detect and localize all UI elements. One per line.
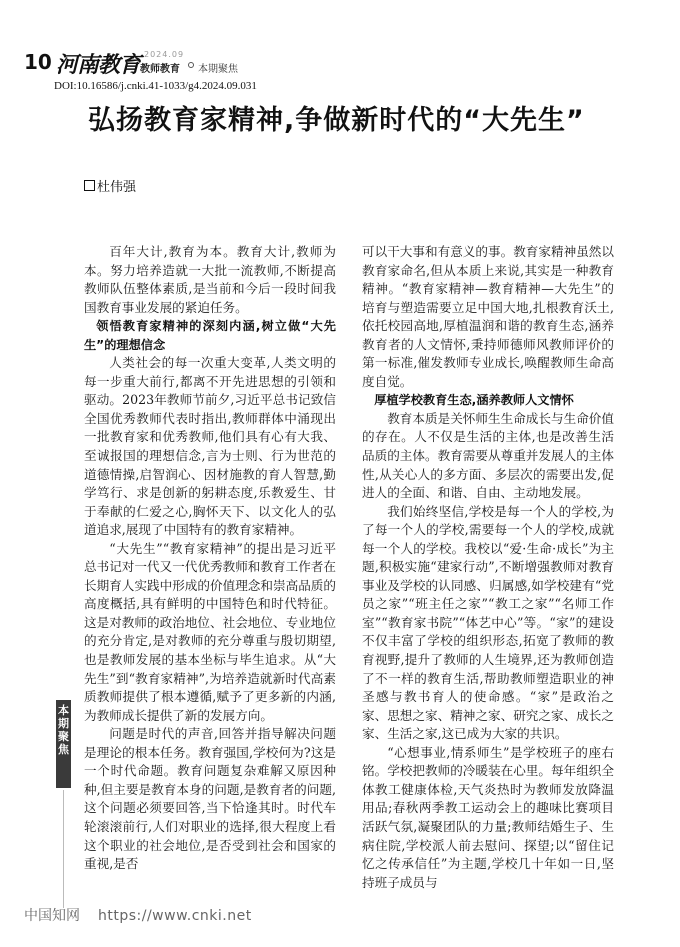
left-column-subheading: 领悟教育家精神的深刻内涵,树立做“大先生”的理想信念 <box>84 319 336 352</box>
issue-date: 2024.09 <box>144 50 185 59</box>
footer-url[interactable]: https://www.cnki.net <box>98 908 252 924</box>
article-title: 弘扬教育家精神,争做新时代的“大先生” <box>88 105 585 136</box>
journal-logo: 河南教育 <box>56 52 141 78</box>
journal-subtitle: 教师教育 <box>140 64 180 75</box>
left-column-paragraph: 百年大计,教育为本。教育大计,教师为本。努力培养造就一大批一流教师,不断提高教师队伍整体素质,是当前和今后一段时间我国教育事业发展的紧迫任务。 <box>84 244 336 315</box>
right-column-paragraph: 教育本质是关怀师生生命成长与生命价值的存在。人不仅是生活的主体,也是改善生活品质的主体。教育需要从尊重并发展人的主体性,从关心人的多方面、多层次的需要出发,促进人的全面、和谐、自由、主动地发展。 <box>362 410 614 501</box>
left-column-paragraph: 问题是时代的声音,回答并指导解决问题是理论的根本任务。教育强国,学校何为?这是一个时代命题。教育问题复杂难解又原因种种,但主要是教育本身的问题,是教育者的问题,这个问题必须要回答,当下恰逢其时。时代车轮滚滚前行,人们对职业的选择,很大程度上看这个职业的社会地位,是否受到社会和国家的重视,是否 <box>84 726 336 872</box>
section-side-tab <box>56 700 71 788</box>
doi-line: DOI:10.16586/j.cnki.41-1033/g4.2024.09.031 <box>54 80 257 92</box>
circle-dot-icon <box>188 62 194 68</box>
section-label: 本期聚焦 <box>198 64 238 75</box>
square-box-icon <box>84 180 95 191</box>
author-name: 杜伟强 <box>97 180 137 195</box>
author-line <box>84 176 136 195</box>
right-column-paragraph: 可以干大事和有意义的事。教育家精神虽然以教育家命名,但从本质上来说,其实是一种教育精神。“教育家精神—教育精神—大先生”的培育与塑造需要立足中国大地,扎根教育沃土,依托校园高地,厚植温润和谐的教育生态,涵养教育者的人文情怀,秉持师德师风教师评价的第一标准,催发教师专业成长,唤醒教师生命高度自觉。 <box>362 244 614 389</box>
page-footer <box>24 905 252 925</box>
side-tab-label: 本 期 聚 焦 <box>58 704 69 756</box>
right-column-paragraph: “心想事业,情系师生”是学校班子的座右铭。学校把教师的冷暖装在心里。每年组织全体教工健康体检,天气炎热时为教师发放降温用品;春秋两季教工运动会上的趣味比赛项目活跃气氛,凝聚团队的力量;教师结婚生子、生病住院,学校派人前去慰问、探望;以“留住记忆之传承信任”为主题,学校几十年如一日,坚持班子成员与 <box>362 744 614 890</box>
left-column-paragraph: “大先生”“教育家精神”的提出是习近平总书记对一代又一代优秀教师和教育工作者在长期育人实践中形成的价值理念和崇高品质的高度概括,具有鲜明的中国特色和时代特征。这是对教师的政治地位、社会地位、专业地位的充分肯定,是对教师的充分尊重与殷切期望,也是教师发展的基本坐标与毕生追求。从“大先生”到“教育家精神”,为培养造就新时代高素质教师提供了根本遵循,赋予了更多新的内涵,为教师成长提供了新的发展方向。 <box>84 540 336 723</box>
left-text-column <box>84 243 336 874</box>
page-number: 10 <box>24 50 52 74</box>
page-header <box>24 48 664 78</box>
right-column-paragraph: 我们始终坚信,学校是每一个人的学校,为了每一个人的学校,需要每一个人的学校,成就每一个人的学校。我校以“爱·生命·成长”为主题,积极实施“建家行动”,不断增强教师对教育事业及学校的认同感、归属感,如学校建有“党员之家”“班主任之家”“教工之家”“名师工作室”“教育家书院”“体艺中心”等。“家”的建设不仅丰富了学校的组织形态,拓宽了教师的教育视野,提升了教师的人生境界,还为教师创造了不一样的教育生活,帮助教师塑造职业的神圣感与教书育人的使命感。“家”是政治之家、思想之家、精神之家、研究之家、成长之家、生活之家,这已成为大家的共识。 <box>362 503 614 742</box>
side-divider-line <box>63 790 64 908</box>
right-text-column <box>362 243 614 892</box>
right-column-subheading: 厚植学校教育生态,涵养教师人文情怀 <box>374 393 574 408</box>
left-column-paragraph: 人类社会的每一次重大变革,人类文明的每一步重大前行,都离不开先进思想的引领和驱动。2023年教师节前夕,习近平总书记致信全国优秀教师代表时指出,教师群体中涌现出一批教育家和优秀教师,他们具有心有大我、至诚报国的理想信念,言为士则、行为世范的道德情操,启智润心、因材施教的育人智慧,勤学笃行、求是创新的躬耕态度,乐教爱生、甘于奉献的仁爱之心,胸怀天下、以文化人的弘道追求,展现了中国特有的教育家精神。 <box>84 355 336 538</box>
footer-site-name: 中国知网 <box>24 908 80 924</box>
